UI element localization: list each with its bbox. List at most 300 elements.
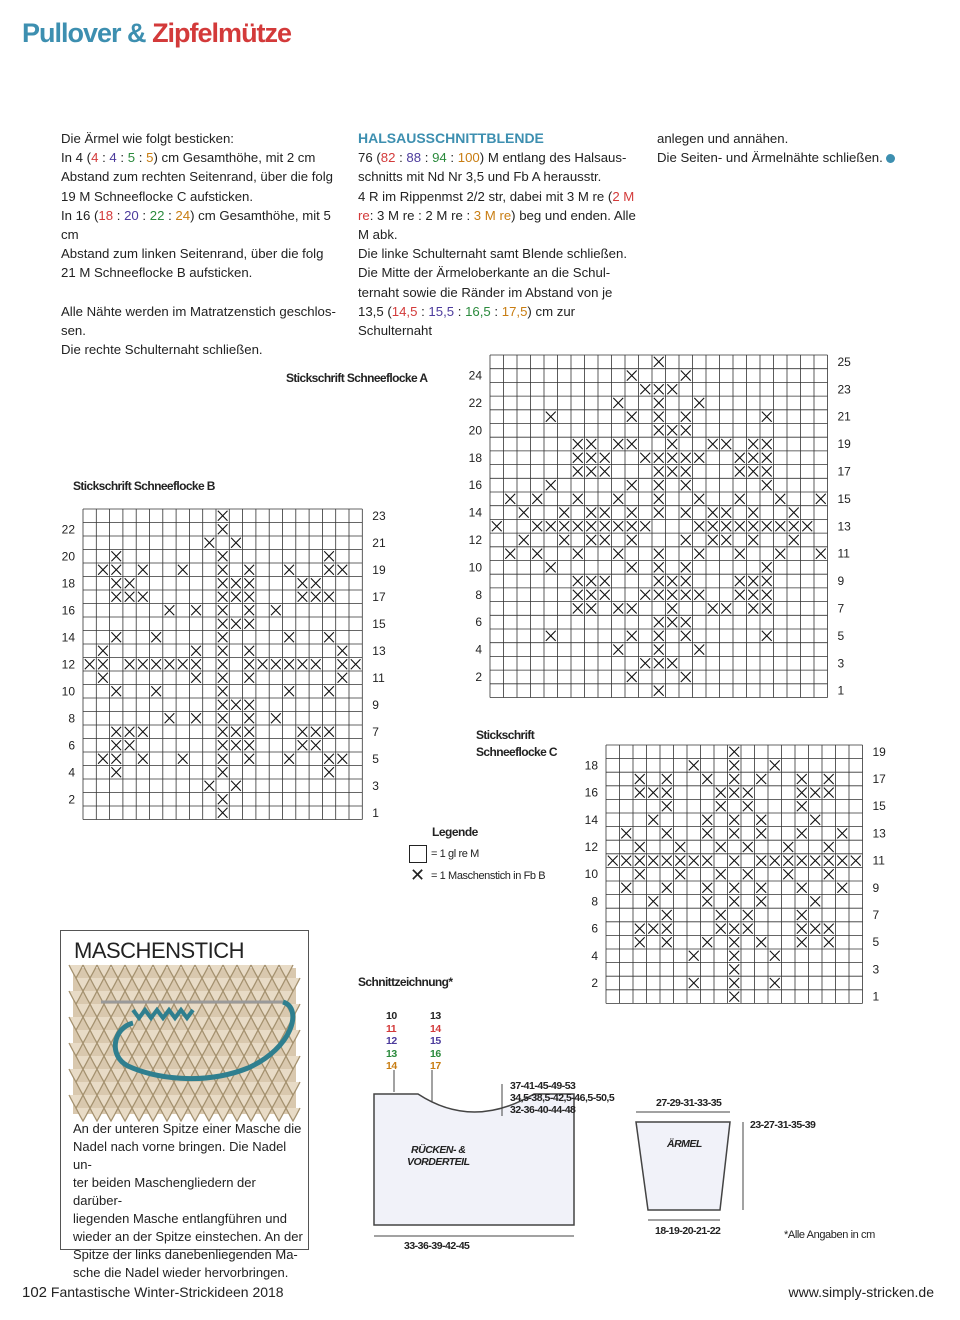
stitch-cross (324, 551, 334, 561)
stitch-cross (662, 910, 672, 920)
stitch-cross (810, 856, 820, 866)
title-part-2: Zipfelmütze (152, 18, 292, 48)
stitch-cross (573, 466, 583, 476)
stitch-cross (298, 578, 308, 588)
stitch-cross (546, 562, 556, 572)
stitch-cross (648, 788, 658, 798)
row-label-left: 6 (68, 738, 75, 753)
stitch-cross (635, 788, 645, 798)
stitch-cross (743, 788, 753, 798)
stitch-cross (111, 632, 121, 642)
stitch-cross (654, 384, 664, 394)
chart-title-a: Stickschrift Schneeflocke A (286, 371, 428, 385)
stitch-cross (662, 937, 672, 947)
stitch-cross (640, 658, 650, 668)
stitch-cross (586, 508, 596, 518)
stitch-cross (178, 659, 188, 669)
text-line: 13,5 (14,5 : 15,5 : 16,5 : 17,5) cm zur Schulternaht (358, 303, 576, 339)
stitch-cross (708, 603, 718, 613)
stitch-cross (311, 578, 321, 588)
sleeve-shape (636, 1122, 730, 1210)
stitch-cross (635, 774, 645, 784)
legend-title: Legende (432, 825, 478, 839)
stitch-cross (702, 828, 712, 838)
text-line: re: 3 M re : 2 M re : 3 M re) beg und enden. Alle (358, 207, 636, 223)
row-label-left: 4 (475, 642, 482, 657)
stitch-cross (85, 659, 95, 669)
stitch-cross (218, 727, 228, 737)
stitch-cross (816, 494, 826, 504)
stitch-cross (244, 605, 254, 615)
stitch-cross (635, 856, 645, 866)
stitch-cross (244, 592, 254, 602)
stitch-cross (546, 631, 556, 641)
row-label-right: 3 (372, 778, 379, 793)
stitch-cross (654, 645, 664, 655)
stitch-cross (748, 453, 758, 463)
stitch-cross (721, 603, 731, 613)
stitch-cross (816, 549, 826, 559)
neck-dims-1: 10 11 12 13 14 (386, 1010, 397, 1072)
stitch-cross (743, 869, 753, 879)
snowflake-chart-b (55, 504, 400, 829)
stitch-cross (573, 494, 583, 504)
stitch-cross (324, 686, 334, 696)
stitch-cross (111, 551, 121, 561)
stitch-cross (729, 883, 739, 893)
text-line: In 4 (4 : 4 : 5 : 5) cm Gesamthöhe, mit 2 cm (61, 150, 316, 166)
stitch-cross (621, 883, 631, 893)
row-label-right: 23 (837, 382, 851, 397)
stitch-cross (756, 815, 766, 825)
stitch-cross (662, 828, 672, 838)
stitch-cross (756, 774, 766, 784)
stitch-cross (138, 592, 148, 602)
instructions-column-2 (358, 129, 648, 340)
body-width-dim: 33-36-39-42-45 (404, 1240, 470, 1252)
empty-square-icon (409, 845, 427, 863)
stitch-cross (621, 828, 631, 838)
stitch-cross (505, 494, 515, 504)
stitch-cross (775, 549, 785, 559)
stitch-cross (519, 508, 529, 518)
stitch-cross (98, 659, 108, 669)
row-label-right: 7 (872, 908, 880, 922)
stitch-cross (546, 480, 556, 490)
stitch-cross (654, 480, 664, 490)
stitch-cross (837, 856, 847, 866)
stitch-cross (681, 617, 691, 627)
text-line: M abk. (358, 227, 398, 243)
text-line: 4 R im Rippenmst 2/2 str, dabei mit 3 M re (2 M (358, 188, 635, 204)
row-label-right: 25 (837, 354, 851, 369)
stitch-cross (600, 576, 610, 586)
stitch-cross (559, 535, 569, 545)
stitch-cross (748, 439, 758, 449)
stitch-cross (191, 659, 201, 669)
stitch-cross (762, 576, 772, 586)
stitch-cross (783, 869, 793, 879)
stitch-cross (271, 713, 281, 723)
stitch-cross (125, 727, 135, 737)
text-line: 21 M Schneeflocke B aufsticken. (61, 265, 253, 281)
stitch-cross (532, 494, 542, 504)
stitch-cross (231, 538, 241, 548)
stitch-cross (729, 924, 739, 934)
stitch-cross (231, 592, 241, 602)
stitch-cross (702, 883, 712, 893)
stitch-cross (681, 535, 691, 545)
stitch-cross (191, 713, 201, 723)
stitch-cross (729, 788, 739, 798)
stitch-cross (667, 439, 677, 449)
stitch-cross (218, 578, 228, 588)
stitch-cross (694, 494, 704, 504)
measurement-note: *Alle Angaben in cm (784, 1229, 875, 1241)
title-part-1: Pullover & (22, 18, 146, 48)
stitch-cross (324, 565, 334, 575)
text-line: 19 M Schneeflocke C aufsticken. (61, 188, 254, 204)
stitch-cross (546, 412, 556, 422)
stitch-cross (775, 521, 785, 531)
stitch-cross (721, 535, 731, 545)
stitch-cross (627, 562, 637, 572)
stitch-cross (151, 686, 161, 696)
stitch-cross (667, 466, 677, 476)
stitch-cross (284, 565, 294, 575)
stitch-cross (244, 646, 254, 656)
stitch-cross (654, 398, 664, 408)
stitch-cross (667, 453, 677, 463)
stitch-cross (729, 815, 739, 825)
stitch-cross (311, 727, 321, 737)
text-line: Alle Nähte werden im Matratzenstich geschlos- (61, 303, 336, 319)
stitch-cross (681, 631, 691, 641)
stitch-cross (667, 384, 677, 394)
stitch-cross (613, 439, 623, 449)
stitch-cross (98, 565, 108, 575)
stitch-cross (667, 576, 677, 586)
text-line: Die Mitte der Ärmeloberkante an die Schul- (358, 265, 611, 281)
row-label-right: 15 (837, 491, 851, 506)
knitting-photo (73, 968, 296, 1114)
stitch-cross (797, 774, 807, 784)
stitch-cross (218, 659, 228, 669)
stitch-cross (218, 565, 228, 575)
stitch-cross (231, 619, 241, 629)
stitch-cross (640, 384, 650, 394)
stitch-cross (600, 508, 610, 518)
row-label-right: 9 (837, 574, 845, 589)
row-label-left: 22 (468, 395, 482, 410)
stitch-cross (654, 562, 664, 572)
stitch-cross (797, 910, 807, 920)
stitch-cross (702, 856, 712, 866)
row-label-left: 2 (591, 976, 598, 990)
stitch-cross (675, 869, 685, 879)
row-label-left: 16 (468, 478, 482, 493)
instructions-column-1 (61, 129, 351, 359)
page-number: 102 (22, 1284, 48, 1301)
stitch-cross (837, 828, 847, 838)
stitch-cross (810, 788, 820, 798)
stitch-cross (729, 951, 739, 961)
stitch-cross (218, 605, 228, 615)
end-marker-icon (886, 154, 895, 163)
stitch-cross (824, 937, 834, 947)
stitch-cross (654, 357, 664, 367)
stitch-cross (586, 590, 596, 600)
stitch-cross (756, 937, 766, 947)
stitch-cross (586, 439, 596, 449)
stitch-cross (762, 631, 772, 641)
stitch-cross (138, 754, 148, 764)
stitch-cross (681, 508, 691, 518)
stitch-cross (138, 727, 148, 737)
stitch-cross (640, 521, 650, 531)
stitch-cross (627, 480, 637, 490)
stitch-cross (735, 576, 745, 586)
text-line: sen. (61, 322, 86, 338)
stitch-cross (743, 842, 753, 852)
stitch-cross (824, 788, 834, 798)
stitch-cross (284, 686, 294, 696)
stitch-cross (702, 937, 712, 947)
stitch-cross (218, 632, 228, 642)
stitch-cross (721, 508, 731, 518)
stitch-cross (756, 828, 766, 838)
stitch-cross (708, 535, 718, 545)
stitch-cross (837, 883, 847, 893)
stitch-cross (98, 754, 108, 764)
chart-title-c: Stickschrift Schneeflocke C (476, 728, 557, 759)
stitch-cross (125, 592, 135, 602)
stitch-cross (721, 439, 731, 449)
stitch-cross (654, 466, 664, 476)
neck-dims-2: 13 14 15 16 17 (430, 1010, 441, 1072)
stitch-cross (244, 727, 254, 737)
stitch-cross (681, 480, 691, 490)
footer-url[interactable]: www.simply-stricken.de (788, 1284, 934, 1300)
stitch-cross (600, 521, 610, 531)
snowflake-chart-c (575, 740, 886, 1010)
stitch-cross (654, 590, 664, 600)
stitch-cross (586, 453, 596, 463)
text-line: Abstand zum linken Seitenrand, über die folg (61, 246, 324, 262)
stitch-cross (218, 646, 228, 656)
stitch-cross (505, 549, 515, 559)
row-label-left: 18 (584, 758, 598, 773)
stitch-cross (756, 896, 766, 906)
stitch-cross (244, 713, 254, 723)
stitch-cross (689, 978, 699, 988)
stitch-cross (729, 774, 739, 784)
stitch-cross (640, 590, 650, 600)
text-line: ternaht sowie die Ränder im Abstand von je (358, 284, 613, 300)
stitch-cross (244, 673, 254, 683)
stitch-cross (748, 576, 758, 586)
stitch-cross (694, 590, 704, 600)
stitch-cross (762, 562, 772, 572)
maschenstich-box (60, 930, 309, 1280)
stitch-cross (627, 439, 637, 449)
stitch-cross (635, 842, 645, 852)
stitch-cross (851, 856, 861, 866)
grid-lines (490, 355, 828, 698)
text-line: 76 (82 : 88 : 94 : 100) M entlang des Halsaus- (358, 150, 627, 166)
stitch-cross (519, 535, 529, 545)
stitch-cross (810, 815, 820, 825)
schnitt-title: Schnittzeichnung* (358, 975, 453, 989)
stitch-cross (748, 590, 758, 600)
stitch-cross (218, 592, 228, 602)
stitch-cross (205, 538, 215, 548)
stitch-cross (789, 535, 799, 545)
stitch-cross (675, 856, 685, 866)
stitch-cross (218, 511, 228, 521)
stitch-cross (635, 869, 645, 879)
stitch-cross (298, 592, 308, 602)
stitch-cross (824, 869, 834, 879)
stitch-cross (231, 740, 241, 750)
stitch-cross (675, 842, 685, 852)
stitch-cross (573, 439, 583, 449)
stitch-cross (735, 549, 745, 559)
row-label-right: 15 (872, 799, 886, 814)
stitch-cross (532, 521, 542, 531)
stitch-cross (125, 740, 135, 750)
row-label-right: 17 (872, 772, 886, 786)
stitch-cross (770, 951, 780, 961)
stitch-cross (586, 521, 596, 531)
section-heading: HALSAUSSCHNITTBLENDE (358, 130, 544, 146)
row-label-left: 6 (475, 615, 482, 630)
stitch-cross (810, 896, 820, 906)
stitch-cross (662, 856, 672, 866)
row-label-right: 23 (372, 508, 386, 523)
stitch-cross (762, 412, 772, 422)
stitch-cross (311, 592, 321, 602)
stitch-cross (662, 788, 672, 798)
stitch-cross (648, 896, 658, 906)
stitch-cross (111, 578, 121, 588)
stitch-cross (218, 551, 228, 561)
stitch-cross (729, 856, 739, 866)
stitch-cross (218, 686, 228, 696)
stitch-cross (762, 453, 772, 463)
stitch-cross (600, 535, 610, 545)
stitch-cross (762, 521, 772, 531)
stitch-cross (667, 425, 677, 435)
stitch-cross (621, 856, 631, 866)
stitch-cross (824, 842, 834, 852)
body-height-dims: 37-41-45-49-53 34,5-38,5-42,5-46,5-50,5 32-36-40-44-48 (510, 1080, 615, 1116)
stitch-cross (613, 603, 623, 613)
stitch-cross (191, 673, 201, 683)
stitch-cross (627, 631, 637, 641)
stitch-cross (654, 631, 664, 641)
stitch-cross (125, 578, 135, 588)
stitch-cross (284, 632, 294, 642)
stitch-cross (708, 521, 718, 531)
text-line: anlegen und annähen. (657, 131, 789, 146)
stitch-cross (311, 659, 321, 669)
row-label-right: 3 (872, 962, 880, 977)
stitch-cross (138, 565, 148, 575)
row-label-right: 13 (837, 519, 851, 534)
text-line: schnitts mit Nd Nr 3,5 und Fb A herausstr. (358, 169, 602, 185)
stitch-cross (716, 924, 726, 934)
row-label-left: 24 (468, 368, 482, 383)
stitch-cross (111, 754, 121, 764)
stitch-cross (600, 590, 610, 600)
stitch-cross (298, 740, 308, 750)
stitch-cross (338, 754, 348, 764)
stitch-cross (559, 521, 569, 531)
stitch-cross (125, 659, 135, 669)
stitch-cross (324, 632, 334, 642)
stitch-cross (586, 535, 596, 545)
stitch-cross (770, 856, 780, 866)
stitch-cross (762, 480, 772, 490)
stitch-cross (762, 590, 772, 600)
stitch-cross (324, 592, 334, 602)
stitch-cross (613, 645, 623, 655)
row-label-right: 1 (372, 805, 379, 820)
stitch-cross (667, 658, 677, 668)
stitch-cross (165, 605, 175, 615)
stitch-cross (627, 371, 637, 381)
stitch-cross (735, 590, 745, 600)
stitch-cross (729, 828, 739, 838)
stitch-cross (810, 924, 820, 934)
stitch-cross (613, 521, 623, 531)
stitch-cross (681, 590, 691, 600)
row-label-left: 18 (468, 450, 482, 465)
row-label-left: 10 (584, 867, 598, 882)
stitch-cross (324, 727, 334, 737)
stitch-cross (708, 439, 718, 449)
row-label-right: 21 (372, 535, 386, 550)
stitch-cross (802, 521, 812, 531)
stitch-cross (729, 896, 739, 906)
stitch-cross (681, 371, 691, 381)
stitch-cross (191, 646, 201, 656)
stitch-cross (689, 760, 699, 770)
stitch-cross (654, 412, 664, 422)
stitch-cross (218, 794, 228, 804)
stitch-cross (735, 521, 745, 531)
page-title (22, 18, 291, 49)
stitch-cross (218, 740, 228, 750)
stitch-cross (748, 508, 758, 518)
row-label-left: 14 (468, 505, 482, 520)
stitch-cross (627, 412, 637, 422)
stitch-cross (218, 754, 228, 764)
maschenstich-text: An der unteren Spitze einer Masche die Nadel nach vorne bringen. Die Nadel un- ter beiden Maschengliedern der darüber- liegenden Masche entlangführen und wieder an der Spitze einstechen. An der Spitze der links danebenliegenden Ma- sche die Nadel wieder hervorbringen. (73, 1121, 303, 1280)
stitch-cross (218, 619, 228, 629)
stitch-cross (151, 632, 161, 642)
stitch-cross (532, 549, 542, 559)
stitch-cross (586, 466, 596, 476)
stitch-cross (586, 603, 596, 613)
stitch-cross (324, 767, 334, 777)
text-line: Die Seiten- und Ärmelnähte schließen. (657, 148, 947, 167)
stitch-cross (244, 659, 254, 669)
row-label-right: 1 (872, 989, 880, 1004)
stitch-cross (721, 521, 731, 531)
stitch-cross (762, 466, 772, 476)
